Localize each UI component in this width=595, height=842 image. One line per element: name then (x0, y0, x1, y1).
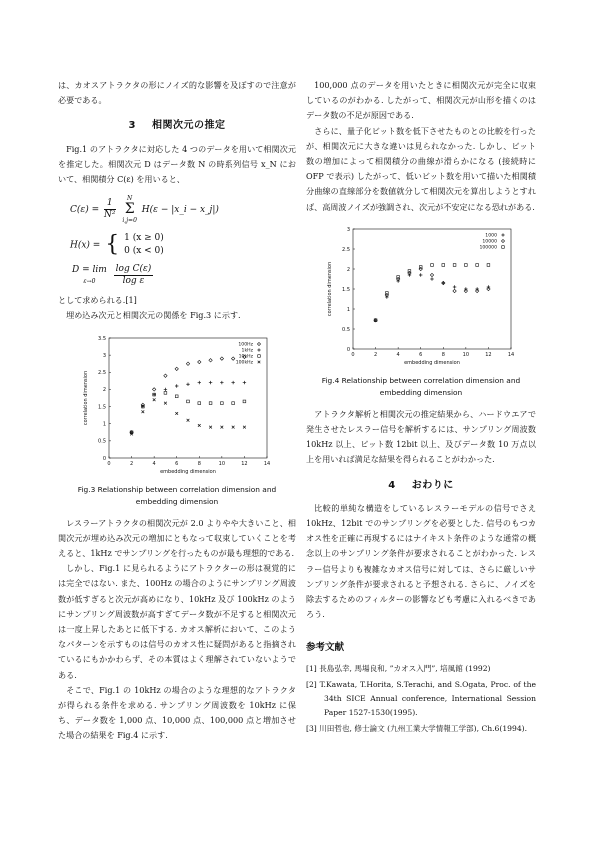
y-tick-label: 0.5 (342, 326, 350, 333)
fig3-chart (77, 330, 277, 480)
paragraph: レスラーアトラクタの相関次元が 2.0 よりやや大きいこと、相関次元が埋め込み次元の増加にともなって収束していくことを考えると、1kHz でサンプリングを行ったものが最も理想的である. (58, 517, 296, 559)
data-point (198, 424, 201, 427)
eq-numerator: 1 (104, 198, 115, 210)
x-tick-label: 14 (263, 460, 271, 467)
data-point (187, 419, 190, 422)
right-column (306, 78, 536, 738)
data-point (487, 263, 490, 266)
data-point (220, 401, 223, 404)
data-point (186, 362, 189, 365)
x-tick-label: 10 (218, 460, 226, 467)
data-point (231, 356, 234, 359)
y-tick-label: 1 (346, 306, 350, 313)
equation-heaviside (70, 232, 296, 258)
paragraph: 比較的単純な構造をしているレスラーモデルの信号でさえ 10kHz、12bit でのサンプリングを必要とした. 信号のもつカオス性を正確に再現するにはナイキスト条件のような通常の概念以上のサンプリング条件が要求されることがわかった. レスラー信号よりも複雑なカオス信号に対しては、さらに厳しいサンプリング条件が要求されると予想される. さらに、ノイズを除去するためのフィルターの影響なども考慮に入れるべきであろう. (306, 502, 536, 620)
y-tick-label: 3 (346, 226, 350, 233)
legend-marker (501, 239, 504, 242)
data-point (220, 380, 223, 383)
data-point (164, 387, 167, 390)
case-1: 1 (x ≥ 0) (124, 233, 164, 244)
x-tick-label: 0 (351, 351, 355, 358)
data-point (175, 412, 178, 415)
data-point (419, 273, 422, 276)
data-point (175, 395, 178, 398)
eq-cases (124, 232, 164, 258)
data-point (141, 410, 144, 413)
data-point (220, 356, 223, 359)
x-tick-label: 6 (419, 351, 423, 358)
legend-label: 10kHz (238, 354, 253, 360)
x-tick-label: 0 (107, 460, 111, 467)
data-point (209, 358, 212, 361)
data-point (232, 425, 235, 428)
y-tick-label: 3 (102, 352, 106, 359)
intro-paragraph: は、カオスアトラクタの形にノイズ的な影響を及ぼすので注意が必要である。 (58, 80, 296, 106)
data-point (430, 277, 433, 280)
eq-lhs: D = lim (72, 264, 107, 275)
y-tick-label: 1.5 (98, 403, 106, 410)
data-point (187, 400, 190, 403)
data-point (453, 289, 456, 292)
data-point (243, 400, 246, 403)
x-tick-label: 2 (129, 460, 134, 467)
eq-lhs: C(ε) = (70, 205, 100, 216)
data-point (198, 401, 201, 404)
reference-item: [1] 長島弘幸, 馬場良和, ”カオス入門”, 培風館 (1992) (306, 663, 491, 673)
data-point (209, 380, 212, 383)
x-tick-label: 10 (462, 351, 470, 358)
paragraph: そこで、Fig.1 の 10kHz の場合のような理想的なアトラクタが得られる条件を求める. サンプリング周波数を 10kHz に保ち、データ数を 1,000 点、10,000 点、100,000 点と増加させた場合の結果を Fig.4 に示す. (58, 684, 296, 741)
data-point (453, 263, 456, 266)
paragraph: しかし、Fig.1 に見られるようにアトラクターの形は視覚的には完全ではない. また、100Hz の場合のようにサンプリング周波数が低すぎると次元が高めになり、10kHz 及び 100kHz のようにサンプリング周波数が高すぎてデータ数が不足すると相関次元は一度上昇したあとに低下する. カオス解析において、このようなパターンを示すものは信号のカオス性に疑問があると指摘されているにもかかわらず、その本質はよく理解されていないようである. (58, 563, 296, 680)
section-number: 4 (388, 479, 396, 491)
legend-marker (501, 233, 504, 236)
eq-rhs: H(ε − |x_i − x_j|) (141, 205, 219, 216)
data-point (209, 425, 212, 428)
figure-3-caption: Fig.3 Relationship between correlation dimension and embedding dimension (77, 484, 277, 506)
x-tick-label: 2 (373, 351, 378, 358)
data-point (431, 263, 434, 266)
data-point (220, 425, 223, 428)
paragraph: アトラクタ解析と相関次元の推定結果から、ハードウエアで発生させたレスラー信号を解析するには、サンプリング周波数 10kHz 以上、ビット数 12bit 以上、及びデータ数 10 万点以上を用いれば満足な結果を得られることがわかった. (306, 408, 536, 465)
brace: { (105, 232, 120, 258)
eq-sum (122, 193, 137, 226)
paragraph: 100,000 点のデータを用いたときに相関次元が完全に収束しているのがわかる. したがって、相関次元が山形を描くのはデータ数の不足が原因である. (306, 80, 536, 121)
data-point (453, 285, 456, 288)
legend-label: 100000 (479, 245, 497, 251)
case-2: 0 (x < 0) (124, 246, 164, 257)
eq-denominator: N² (104, 210, 116, 221)
figure-4-caption: Fig.4 Relationship between correlation dimension and embedding dimension (321, 375, 521, 397)
data-point (430, 273, 433, 276)
legend-marker (257, 342, 260, 345)
y-tick-label: 2.5 (342, 246, 350, 253)
data-point (164, 374, 167, 377)
y-tick-label: 2 (102, 386, 106, 393)
section-number: 3 (128, 120, 136, 132)
y-tick-label: 2.5 (98, 369, 106, 376)
paragraph: Fig.1 のアトラクタに対応した 4 つのデータを用いて相関次元を推定した。相関次元 D はデータ数 N の時系列信号 x_N において、相関積分 C(ε) を用いると、 (58, 143, 296, 185)
y-tick-label: 1.5 (342, 286, 350, 293)
data-point (153, 398, 156, 401)
data-point (152, 387, 155, 390)
x-tick-label: 4 (152, 460, 156, 467)
legend-label: 1kHz (241, 348, 253, 354)
figure-3 (58, 330, 296, 480)
data-point (164, 391, 167, 394)
x-tick-label: 8 (197, 460, 201, 467)
legend-marker (502, 246, 505, 249)
paragraph: さらに、量子化ビット数を低下させたものとの比較を行ったが、相関次元に大きな違いは見られなかった. しかし、ビット数の増加によって相関積分の曲線が滑らかになる (接続時に OFP で表示) したがって、低いビット数を用いて描いた相関積分曲線の直線部分を数値就分して相関次元を算出しようとすれば、高周波ノイズが強調され、次元が不安定になる恐れがある. (306, 125, 536, 212)
x-tick-label: 6 (175, 460, 179, 467)
y-tick-label: 3.5 (98, 335, 106, 342)
y-tick-label: 0 (346, 346, 350, 353)
data-point (442, 281, 445, 284)
y-tick-label: 0.5 (98, 438, 106, 445)
equation-dimension (70, 264, 296, 287)
series-1kHz (130, 380, 246, 433)
data-point (243, 380, 246, 383)
legend-marker (257, 348, 260, 351)
data-point (198, 360, 201, 363)
data-point (464, 263, 467, 266)
y-axis-label: correlation dimension (83, 370, 89, 425)
data-point (175, 367, 178, 370)
paragraph: 埋め込み次元と相関次元の関係を Fig.3 に示す. (66, 310, 241, 321)
reference-item: [2] T.Kawata, T.Horita, S.Terachi, and S.Ogata, Proc. of the 34th SICE Annual conference, International Session Paper 1527-1530(1995). (306, 679, 536, 717)
legend-marker (258, 360, 261, 363)
legend-marker (258, 354, 261, 357)
data-point (198, 380, 201, 383)
legend-label: 1000 (485, 233, 497, 239)
legend-label: 100kHz (235, 360, 253, 366)
reference-item: [3] 川田哲也, 修士論文 (九州工業大学情報工学部), Ch.6(1994). (306, 723, 528, 733)
data-point (164, 401, 167, 404)
section-title: 相関次元の推定 (151, 120, 226, 132)
series-100Hz (130, 355, 246, 434)
data-point (231, 380, 234, 383)
references-heading: 参考文献 (306, 642, 345, 654)
section-4-heading (306, 478, 536, 493)
x-tick-label: 12 (485, 351, 492, 358)
eq-denominator: log ε (122, 276, 145, 287)
legend-label: 100Hz (238, 342, 253, 348)
section-3-heading (58, 118, 296, 133)
data-point (476, 263, 479, 266)
series-100kHz (130, 398, 246, 435)
series-100000 (374, 263, 490, 321)
x-axis-label: embedding dimension (404, 359, 460, 366)
paragraph: として求められる.[1] (58, 295, 137, 306)
equation-correlation-integral (70, 193, 296, 226)
sum-lower: i,j=0 (122, 217, 137, 225)
data-point (243, 425, 246, 428)
section-title: おわりに (411, 479, 454, 491)
x-axis-label: embedding dimension (160, 468, 216, 475)
data-point (232, 401, 235, 404)
x-tick-label: 14 (507, 351, 515, 358)
series-1000 (374, 273, 490, 322)
eq-fraction (104, 198, 115, 221)
y-tick-label: 1 (102, 421, 106, 428)
data-point (186, 382, 189, 385)
series-10kHz (130, 391, 246, 433)
x-tick-label: 12 (241, 460, 248, 467)
data-point (442, 263, 445, 266)
series-10000 (374, 267, 490, 322)
legend-label: 10000 (482, 239, 497, 245)
x-tick-label: 4 (396, 351, 400, 358)
fig4-chart (321, 221, 521, 371)
eq-lhs: H(x) = (70, 240, 101, 251)
data-point (175, 384, 178, 387)
data-point (209, 401, 212, 404)
eq-fraction (114, 264, 154, 287)
x-tick-label: 8 (441, 351, 445, 358)
y-tick-label: 2 (346, 266, 350, 273)
limit-subscript: ε→0 (83, 277, 96, 285)
sum-upper: N (127, 195, 133, 203)
y-tick-label: 0 (102, 455, 106, 462)
y-axis-label: correlation dimension (327, 261, 333, 316)
sum-symbol: Σ (124, 201, 135, 218)
eq-limit (72, 265, 107, 287)
figure-4 (306, 221, 536, 371)
left-column (58, 78, 296, 744)
eq-numerator: log C(ε) (115, 264, 152, 275)
